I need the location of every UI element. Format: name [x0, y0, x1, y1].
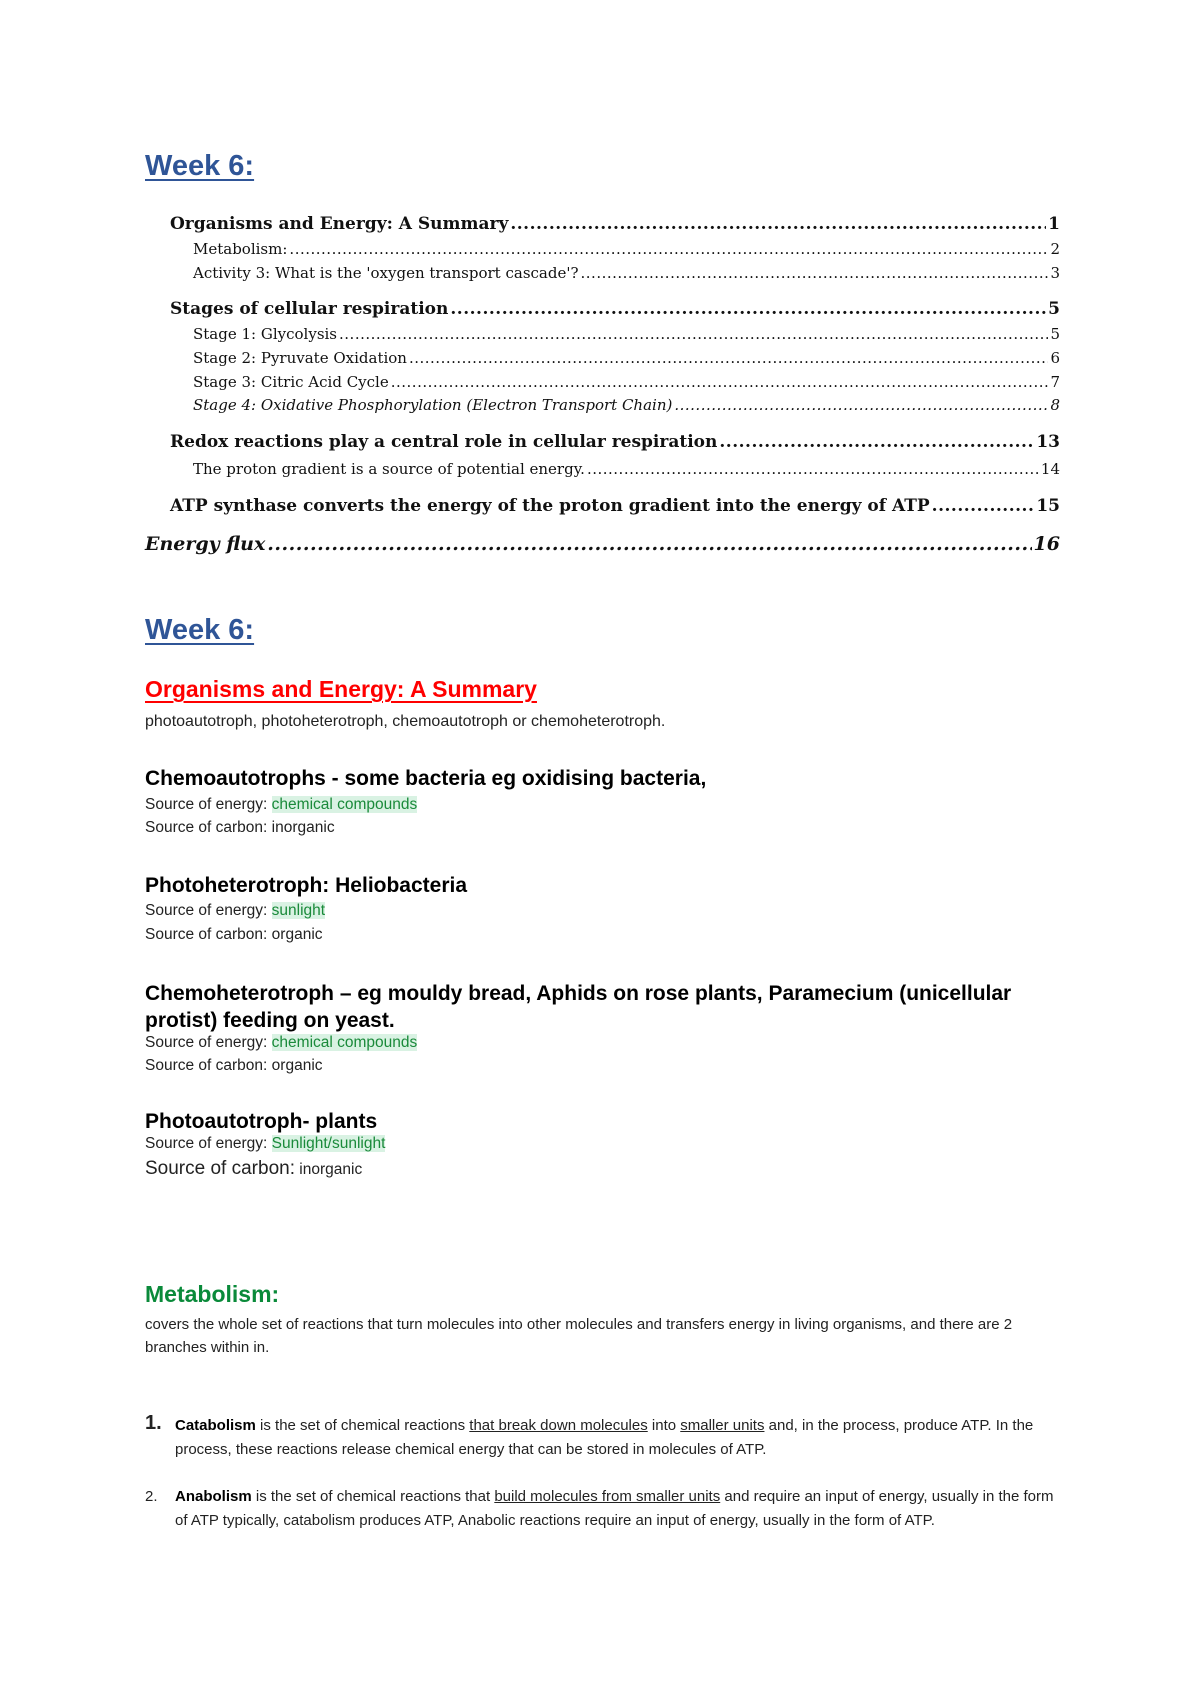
- toc-entry-title: Activity 3: What is the 'oxygen transport cascade'?: [193, 264, 579, 282]
- underlined-text: that break down molecules: [469, 1417, 648, 1434]
- carbon-label: Source of carbon:: [145, 926, 268, 943]
- toc-entry[interactable]: [193, 396, 1060, 414]
- toc-entry[interactable]: [145, 533, 1060, 555]
- toc-entry-page: 3: [1050, 264, 1060, 282]
- toc-entry-page: 13: [1036, 432, 1060, 452]
- toc-entry-page: 6: [1050, 349, 1060, 367]
- body-heading: Week 6:: [145, 614, 255, 646]
- toc-entry-page: 16: [1033, 533, 1060, 555]
- toc-entry-page: 1: [1048, 214, 1060, 234]
- toc-entry-title: ATP synthase converts the energy of the proton gradient into the energy of ATP: [170, 496, 930, 516]
- carbon-label: Source of carbon:: [145, 819, 268, 836]
- metabolism-heading: Metabolism:: [145, 1281, 280, 1307]
- energy-source-line: [145, 1034, 417, 1052]
- toc-entry-page: 5: [1050, 325, 1060, 343]
- text-run: and, in the process, produce ATP. In the process, these reactions release chemical energy that can be stored in molecules of ATP.: [175, 1417, 1034, 1458]
- toc-entry-title: Organisms and Energy: A Summary: [170, 214, 509, 234]
- carbon-source-line: [145, 926, 323, 944]
- energy-value: sunlight: [271, 902, 326, 919]
- toc-entry[interactable]: [170, 496, 1060, 516]
- energy-source-line: [145, 796, 417, 814]
- term: Catabolism: [175, 1417, 256, 1434]
- toc-entry-title: Stage 1: Glycolysis: [193, 325, 338, 343]
- intro-text: photoautotroph, photoheterotroph, chemoautotroph or chemoheterotroph.: [145, 713, 666, 730]
- toc-entry[interactable]: [193, 460, 1060, 478]
- toc-entry[interactable]: [170, 432, 1060, 452]
- metabolism-description: covers the whole set of reactions that turn molecules into other molecules and transfers energy in living organisms, and there are 2 branches within in.: [145, 1316, 1013, 1356]
- list-item: [145, 1412, 1055, 1462]
- toc-entry-page: 5: [1048, 299, 1060, 319]
- toc-entry-title: Metabolism:: [193, 240, 288, 258]
- energy-label: Source of energy:: [145, 1135, 268, 1152]
- toc-entry-title: Stage 3: Citric Acid Cycle: [193, 373, 389, 391]
- list-item: [145, 1485, 1055, 1533]
- toc-entry-title: Stage 4: Oxidative Phosphorylation (Electron Transport Chain): [193, 396, 673, 414]
- toc-entry[interactable]: [193, 349, 1060, 367]
- text-run: is the set of chemical reactions that: [251, 1488, 495, 1505]
- underlined-text: smaller units: [680, 1417, 765, 1434]
- toc-heading: Week 6:: [145, 150, 255, 182]
- toc-entry-title: Stage 2: Pyruvate Oxidation: [193, 349, 407, 367]
- text-run: into: [647, 1417, 681, 1434]
- carbon-source-line: [145, 819, 335, 837]
- toc-entry[interactable]: [193, 325, 1060, 343]
- organism-title: Chemoautotrophs - some bacteria eg oxidising bacteria,: [145, 767, 707, 790]
- toc-entry-title: Stages of cellular respiration: [170, 299, 449, 319]
- carbon-value: organic: [271, 926, 323, 943]
- text-run: and require an input of energy, usually in the form of ATP typically, catabolism produces ATP, Anabolic reactions require an input of energy, usually in the form of ATP.: [175, 1488, 1054, 1529]
- toc-entry-page: 14: [1040, 460, 1060, 478]
- carbon-label: Source of carbon:: [145, 1158, 295, 1179]
- summary-heading: Organisms and Energy: A Summary: [145, 676, 537, 702]
- organism-title: Chemoheterotroph – eg mouldy bread, Aphids on rose plants, Paramecium (unicellular protist) feeding on yeast.: [145, 982, 1012, 1032]
- toc-entry[interactable]: [193, 264, 1060, 282]
- organism-title: Photoautotroph- plants: [145, 1110, 378, 1133]
- energy-label: Source of energy:: [145, 796, 268, 813]
- list-number: 1.: [145, 1412, 162, 1434]
- carbon-label: Source of carbon:: [145, 1057, 268, 1074]
- energy-value: chemical compounds: [271, 796, 418, 813]
- carbon-value: inorganic: [271, 819, 335, 836]
- energy-source-line: [145, 902, 325, 920]
- carbon-value: organic: [271, 1057, 323, 1074]
- organism-title: Photoheterotroph: Heliobacteria: [145, 874, 468, 897]
- toc-entry[interactable]: [193, 240, 1060, 258]
- toc-entry-title: The proton gradient is a source of potential energy.: [193, 460, 585, 478]
- term: Anabolism: [175, 1488, 252, 1505]
- energy-value: Sunlight/sunlight: [271, 1135, 386, 1152]
- toc-entry[interactable]: [193, 373, 1060, 391]
- toc-entry-page: 2: [1050, 240, 1060, 258]
- toc-entry-title: Redox reactions play a central role in cellular respiration: [170, 432, 718, 452]
- text-run: is the set of chemical reactions: [255, 1417, 470, 1434]
- toc-entry[interactable]: [170, 299, 1060, 319]
- toc-entry[interactable]: [170, 214, 1060, 234]
- toc-entry-page: 7: [1050, 373, 1060, 391]
- toc-entry-page: 8: [1050, 396, 1060, 414]
- carbon-source-line: [145, 1057, 323, 1075]
- energy-label: Source of energy:: [145, 1034, 268, 1051]
- carbon-value: inorganic: [299, 1161, 363, 1178]
- list-number: 2.: [145, 1488, 158, 1505]
- energy-source-line: [145, 1135, 385, 1153]
- underlined-text: build molecules from smaller units: [494, 1488, 721, 1505]
- toc-entry-title: Energy flux: [145, 533, 266, 555]
- energy-value: chemical compounds: [271, 1034, 418, 1051]
- carbon-source-line: [145, 1158, 362, 1180]
- toc-entry-page: 15: [1036, 496, 1060, 516]
- energy-label: Source of energy:: [145, 902, 268, 919]
